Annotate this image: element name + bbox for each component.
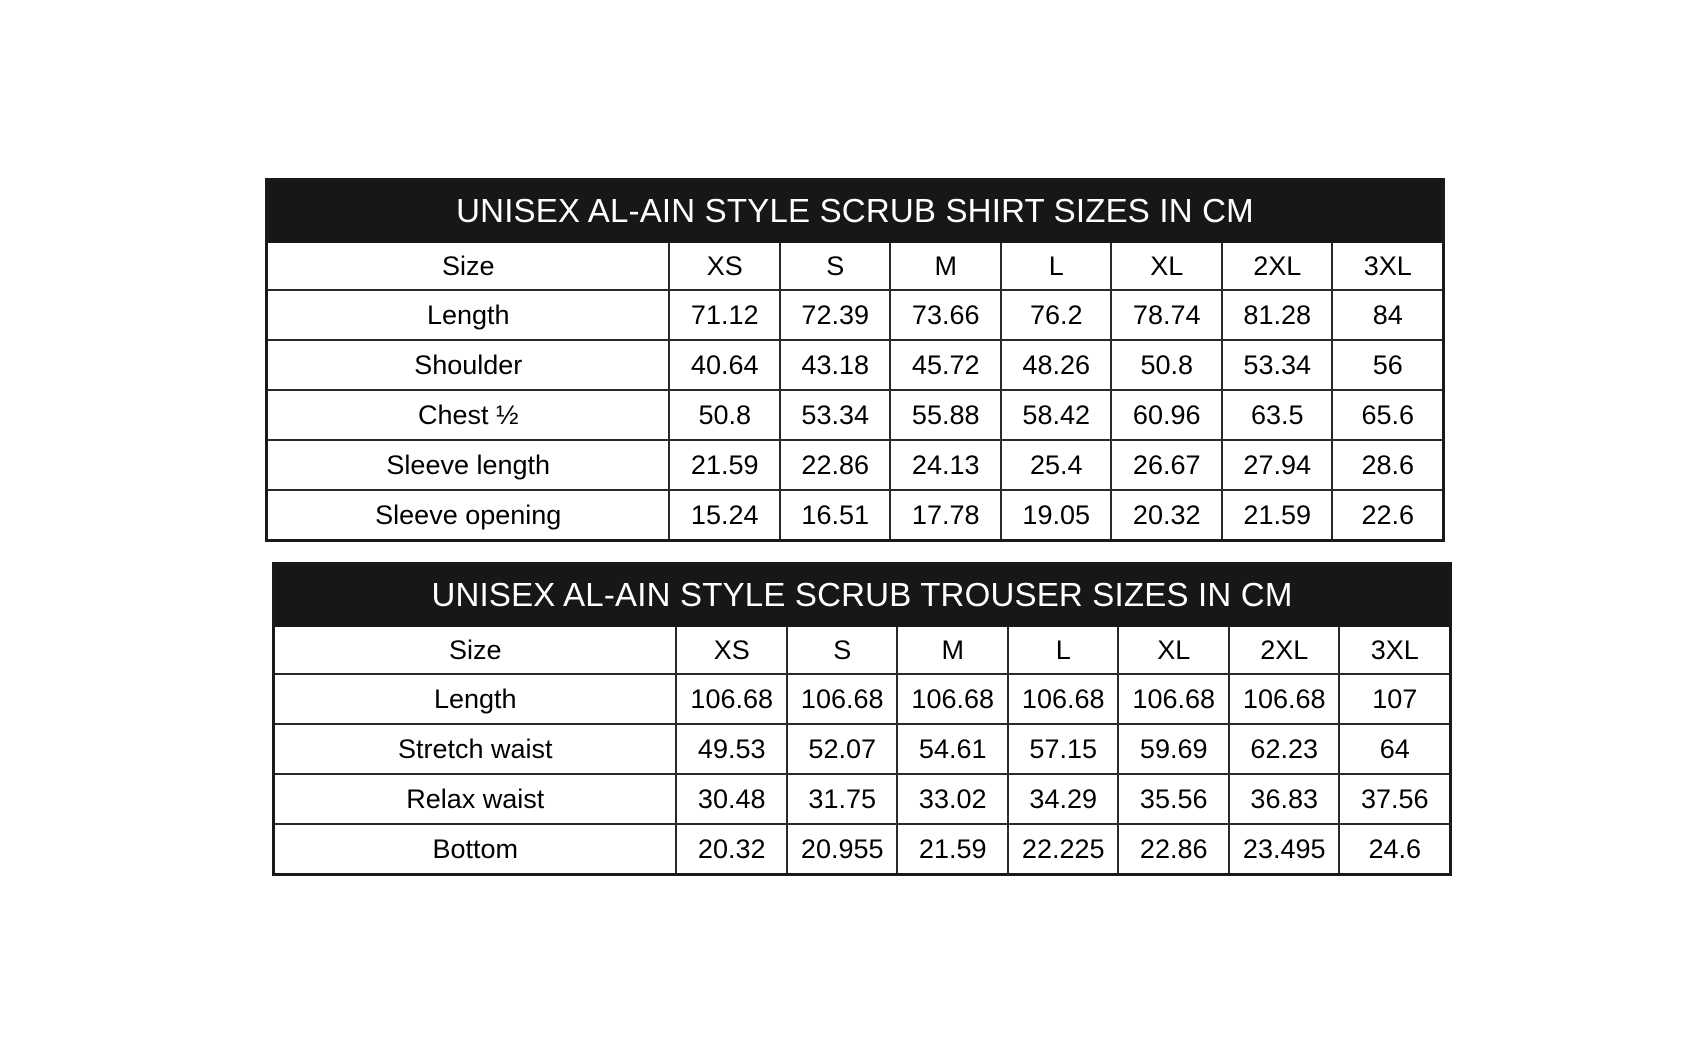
table-row xyxy=(268,390,1442,440)
cell-value: 17.78 xyxy=(890,490,1001,539)
cell-value: 63.5 xyxy=(1222,390,1333,440)
header-cell-xl: XL xyxy=(1118,627,1229,674)
cell-value: 22.6 xyxy=(1332,490,1442,539)
cell-value: 35.56 xyxy=(1118,774,1229,824)
cell-value: 72.39 xyxy=(780,290,891,340)
cell-value: 81.28 xyxy=(1222,290,1333,340)
cell-value: 36.83 xyxy=(1229,774,1340,824)
row-label: Shoulder xyxy=(268,340,669,390)
cell-value: 64 xyxy=(1339,724,1449,774)
table-row xyxy=(275,724,1449,774)
row-label: Stretch waist xyxy=(275,724,676,774)
cell-value: 43.18 xyxy=(780,340,891,390)
cell-value: 34.29 xyxy=(1008,774,1119,824)
cell-value: 60.96 xyxy=(1111,390,1222,440)
cell-value: 62.23 xyxy=(1229,724,1340,774)
shirt-size-grid xyxy=(268,243,1442,539)
trouser-table-title: UNISEX AL-AIN STYLE SCRUB TROUSER SIZES IN CM xyxy=(275,565,1449,627)
cell-value: 50.8 xyxy=(1111,340,1222,390)
cell-value: 33.02 xyxy=(897,774,1008,824)
cell-value: 31.75 xyxy=(787,774,898,824)
row-label: Relax waist xyxy=(275,774,676,824)
cell-value: 16.51 xyxy=(780,490,891,539)
cell-value: 24.13 xyxy=(890,440,1001,490)
row-label: Sleeve length xyxy=(268,440,669,490)
cell-value: 26.67 xyxy=(1111,440,1222,490)
cell-value: 65.6 xyxy=(1332,390,1442,440)
table-header-row xyxy=(268,243,1442,290)
cell-value: 50.8 xyxy=(669,390,780,440)
cell-value: 28.6 xyxy=(1332,440,1442,490)
header-cell-s: S xyxy=(787,627,898,674)
table-row xyxy=(275,824,1449,873)
table-row xyxy=(275,774,1449,824)
header-cell-2xl: 2XL xyxy=(1229,627,1340,674)
cell-value: 27.94 xyxy=(1222,440,1333,490)
cell-value: 24.6 xyxy=(1339,824,1449,873)
header-cell-3xl: 3XL xyxy=(1332,243,1442,290)
cell-value: 54.61 xyxy=(897,724,1008,774)
cell-value: 76.2 xyxy=(1001,290,1112,340)
header-cell-xs: XS xyxy=(676,627,787,674)
header-cell-l: L xyxy=(1008,627,1119,674)
cell-value: 106.68 xyxy=(897,674,1008,724)
cell-value: 45.72 xyxy=(890,340,1001,390)
table-row xyxy=(268,340,1442,390)
table-row xyxy=(268,440,1442,490)
header-cell-size: Size xyxy=(275,627,676,674)
cell-value: 106.68 xyxy=(787,674,898,724)
cell-value: 57.15 xyxy=(1008,724,1119,774)
cell-value: 22.225 xyxy=(1008,824,1119,873)
table-row xyxy=(275,674,1449,724)
cell-value: 15.24 xyxy=(669,490,780,539)
cell-value: 55.88 xyxy=(890,390,1001,440)
table-header-row xyxy=(275,627,1449,674)
trouser-size-table xyxy=(272,562,1452,876)
header-cell-l: L xyxy=(1001,243,1112,290)
cell-value: 52.07 xyxy=(787,724,898,774)
cell-value: 58.42 xyxy=(1001,390,1112,440)
cell-value: 30.48 xyxy=(676,774,787,824)
cell-value: 22.86 xyxy=(1118,824,1229,873)
cell-value: 71.12 xyxy=(669,290,780,340)
header-cell-m: M xyxy=(890,243,1001,290)
header-cell-3xl: 3XL xyxy=(1339,627,1449,674)
shirt-size-table xyxy=(265,178,1445,542)
row-label: Bottom xyxy=(275,824,676,873)
cell-value: 49.53 xyxy=(676,724,787,774)
cell-value: 37.56 xyxy=(1339,774,1449,824)
cell-value: 20.955 xyxy=(787,824,898,873)
header-cell-m: M xyxy=(897,627,1008,674)
header-cell-size: Size xyxy=(268,243,669,290)
cell-value: 21.59 xyxy=(669,440,780,490)
cell-value: 78.74 xyxy=(1111,290,1222,340)
cell-value: 53.34 xyxy=(1222,340,1333,390)
header-cell-xs: XS xyxy=(669,243,780,290)
table-row xyxy=(268,290,1442,340)
table-row xyxy=(268,490,1442,539)
cell-value: 84 xyxy=(1332,290,1442,340)
cell-value: 22.86 xyxy=(780,440,891,490)
cell-value: 19.05 xyxy=(1001,490,1112,539)
row-label: Sleeve opening xyxy=(268,490,669,539)
header-cell-s: S xyxy=(780,243,891,290)
trouser-size-grid xyxy=(275,627,1449,873)
cell-value: 20.32 xyxy=(1111,490,1222,539)
header-cell-xl: XL xyxy=(1111,243,1222,290)
cell-value: 21.59 xyxy=(897,824,1008,873)
row-label: Length xyxy=(268,290,669,340)
cell-value: 40.64 xyxy=(669,340,780,390)
cell-value: 59.69 xyxy=(1118,724,1229,774)
cell-value: 73.66 xyxy=(890,290,1001,340)
cell-value: 106.68 xyxy=(1008,674,1119,724)
shirt-table-title: UNISEX AL-AIN STYLE SCRUB SHIRT SIZES IN CM xyxy=(268,181,1442,243)
row-label: Chest ½ xyxy=(268,390,669,440)
cell-value: 106.68 xyxy=(1229,674,1340,724)
cell-value: 106.68 xyxy=(1118,674,1229,724)
cell-value: 53.34 xyxy=(780,390,891,440)
cell-value: 20.32 xyxy=(676,824,787,873)
cell-value: 107 xyxy=(1339,674,1449,724)
cell-value: 21.59 xyxy=(1222,490,1333,539)
cell-value: 48.26 xyxy=(1001,340,1112,390)
cell-value: 106.68 xyxy=(676,674,787,724)
cell-value: 25.4 xyxy=(1001,440,1112,490)
header-cell-2xl: 2XL xyxy=(1222,243,1333,290)
row-label: Length xyxy=(275,674,676,724)
cell-value: 23.495 xyxy=(1229,824,1340,873)
cell-value: 56 xyxy=(1332,340,1442,390)
